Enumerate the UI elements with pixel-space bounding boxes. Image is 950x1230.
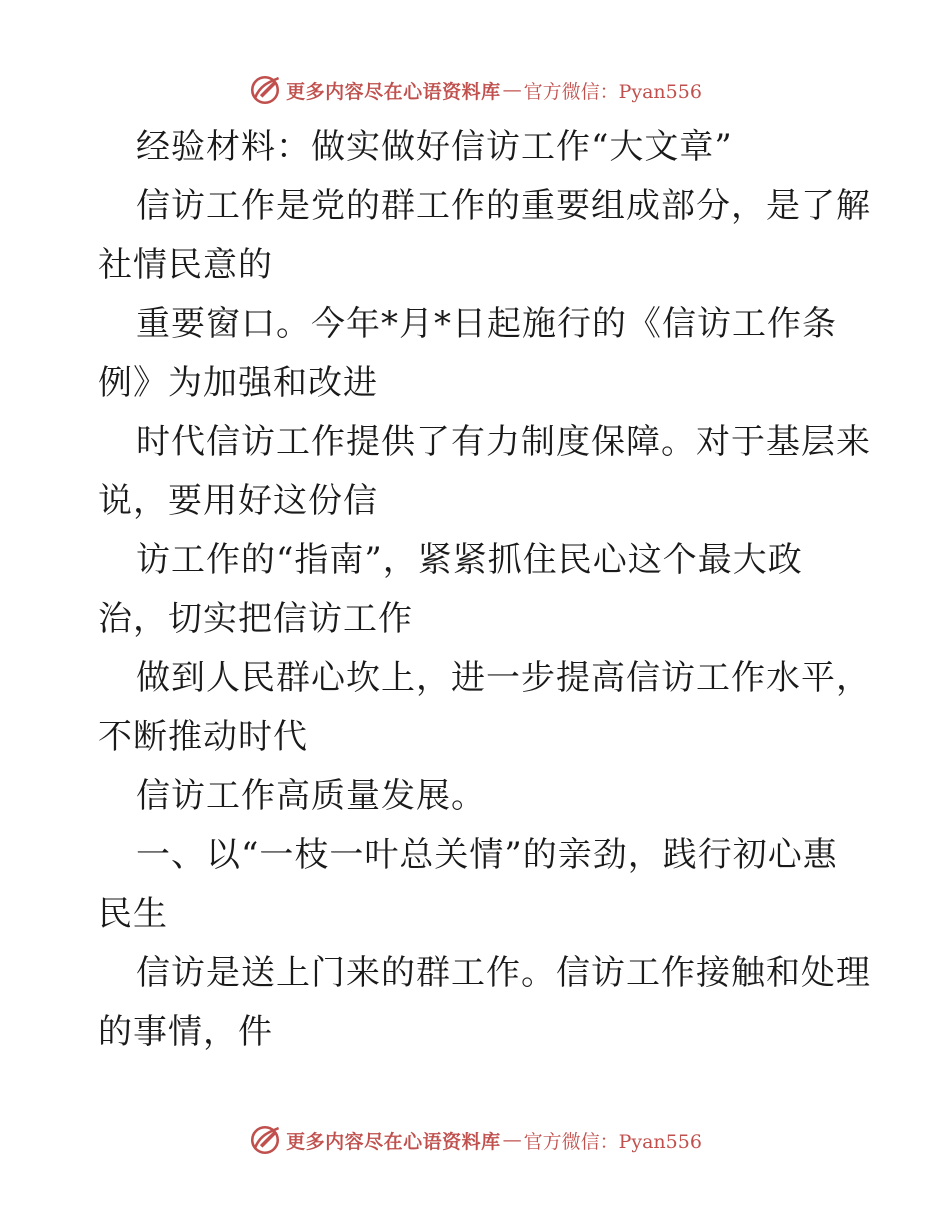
paragraph-line: 说，要用好这份信 bbox=[98, 481, 378, 521]
paragraph-line: 治，切实把信访工作 bbox=[98, 599, 413, 639]
document-title: 经验材料：做实做好信访工作“大文章” bbox=[136, 127, 733, 167]
paragraph-line: 不断推动时代 bbox=[98, 717, 308, 757]
paragraph-line: 时代信访工作提供了有力制度保障。对于基层来 bbox=[136, 422, 871, 462]
brand-text: 更多内容尽在心语资料库 bbox=[286, 80, 501, 103]
paragraph-line: 信访是送上门来的群工作。信访工作接触和处理 bbox=[136, 953, 871, 993]
paragraph-line: 的事情，件 bbox=[98, 1012, 273, 1052]
paragraph-line: 例》为加强和改进 bbox=[98, 363, 378, 403]
page-header-watermark bbox=[0, 72, 950, 108]
brand-contact: 官方微信：Pyan556 bbox=[523, 80, 702, 103]
paragraph-line: 做到人民群心坎上，进一步提高信访工作水平， bbox=[136, 658, 871, 698]
brand-text: 更多内容尽在心语资料库 bbox=[286, 1130, 501, 1153]
brand-logo-icon bbox=[248, 73, 282, 107]
paragraph-line: 重要窗口。今年*月*日起施行的《信访工作条 bbox=[136, 304, 837, 344]
brand-logo-icon bbox=[248, 1123, 282, 1157]
brand-separator: — bbox=[502, 79, 522, 101]
paragraph-line: 信访工作是党的群工作的重要组成部分，是了解 bbox=[136, 186, 871, 226]
brand-contact: 官方微信：Pyan556 bbox=[523, 1130, 702, 1153]
document-body bbox=[98, 118, 871, 1062]
page-footer-watermark bbox=[0, 1122, 950, 1158]
paragraph-line: 社情民意的 bbox=[98, 245, 273, 285]
paragraph-line: 访工作的“指南”，紧紧抓住民心这个最大政 bbox=[136, 540, 803, 580]
section-heading-line: 一、以“一枝一叶总关情”的亲劲，践行初心惠 bbox=[136, 835, 838, 875]
paragraph-line: 信访工作高质量发展。 bbox=[136, 776, 486, 816]
section-heading-line: 民生 bbox=[98, 894, 168, 934]
brand-separator: — bbox=[502, 1129, 522, 1151]
